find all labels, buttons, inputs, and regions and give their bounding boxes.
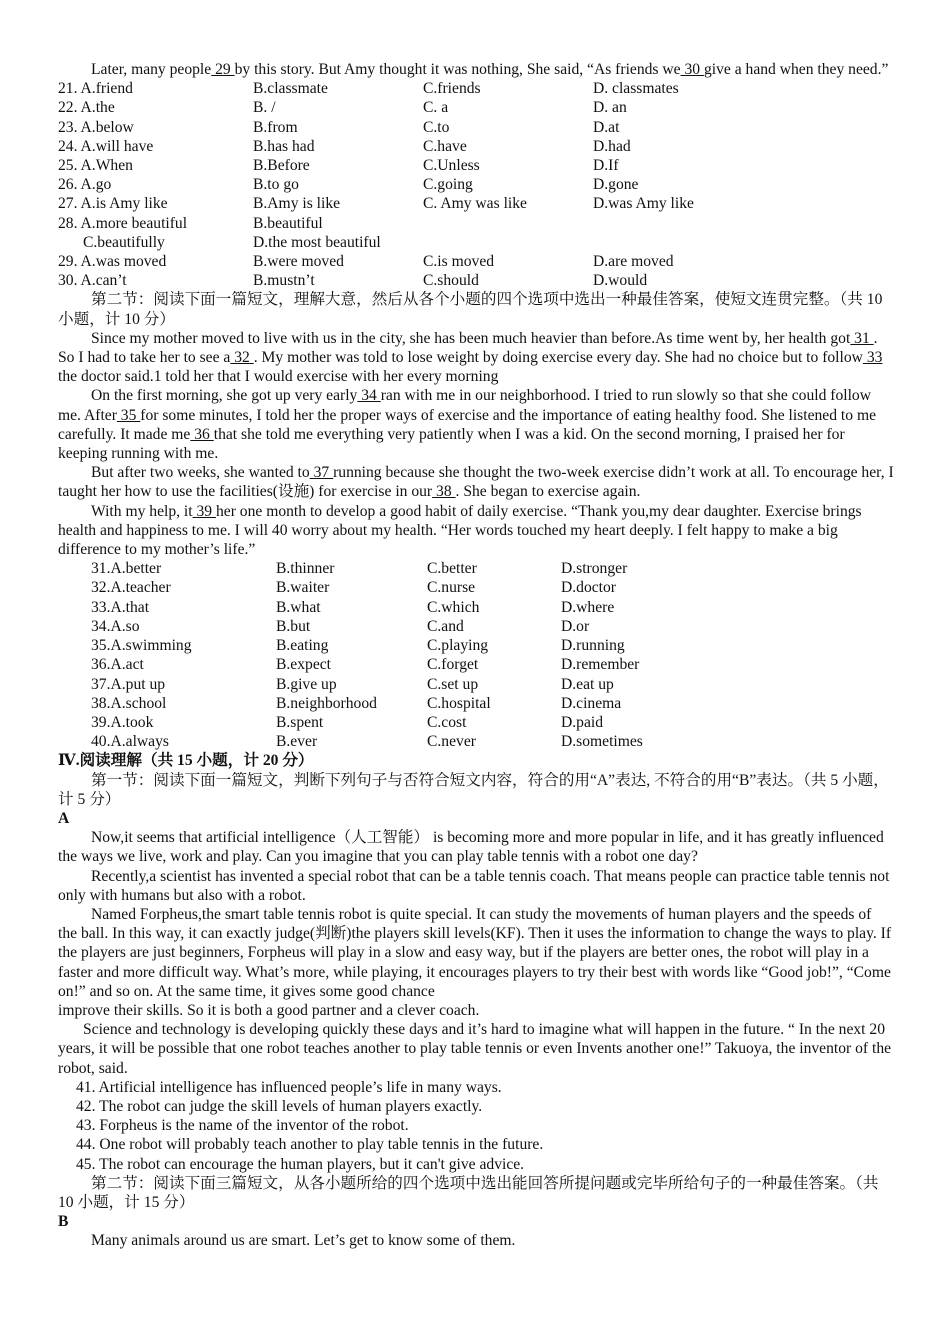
question-43: 43. Forpheus is the name of the inventor of the robot. xyxy=(76,1117,409,1135)
cloze2-paragraph-2: On the first morning, she got up very early 34 ran with me in our neighborhood. I tried to run slowly so that she could follow me. After 35 for some minutes, I told her the proper ways of exercise and the importance of eating healthy food. She listened to me carefully. It made me 36 that she told me everything very patiently when I was a kid. On the second morning, I praised her for keeping running with me. xyxy=(58,387,876,463)
option-row: 31.A.better B.thinner C.better D.stronger xyxy=(91,560,628,578)
blank-35: 35 xyxy=(116,406,141,424)
option-row: 23. A.below B.from C.to D.at xyxy=(58,118,620,136)
cloze2-paragraph-3: But after two weeks, she wanted to 37 running because she thought the two-week exercise didn’t work at all. To encourage her, I taught her how to use the facilities(设施) for exercise in our 38 . She began to exercise again. xyxy=(58,464,894,501)
blank-36: 36 xyxy=(190,425,214,443)
blank-31: 31 xyxy=(850,329,874,347)
true-false-questions xyxy=(58,1078,894,1174)
cloze2-paragraph-1: Since my mother moved to live with us in the city, she has been much heavier than before.As time went by, her health got 31 . So I had to take her to see a 32 . My mother was told to lose weight by doing exercise every day. She had no choice but to follow 33 the doctor said.1 told her that I would exercise with her every morning xyxy=(58,329,883,386)
blank-38: 38 xyxy=(432,483,456,501)
question-44: 44. One robot will probably teach another to play table tennis in the future. xyxy=(76,1136,544,1154)
blank-32: 32 xyxy=(230,349,254,367)
exam-page xyxy=(58,60,894,1251)
blank-30: 30 xyxy=(680,61,704,78)
part4-section1-instructions: 第一节：阅读下面一篇短文，判断下列句子与否符合短文内容，符合的用“A”表达, 不符合的用“B”表达。（共 5 小题，计 5 分） xyxy=(58,771,889,808)
option-row: 33.A.that B.what C.which D.where xyxy=(91,598,615,616)
options-21-27 xyxy=(58,79,894,290)
option-row: 36.A.act B.expect C.forget D.remember xyxy=(91,656,640,674)
option-row-28-cont: C.beautifully D.the most beautiful xyxy=(83,233,381,251)
option-row: 25. A.When B.Before C.Unless D.If xyxy=(58,157,619,175)
question-41: 41. Artificial intelligence has influenced people’s life in many ways. xyxy=(76,1078,502,1096)
option-row: 22. A.the B. / C. a D. an xyxy=(58,99,627,117)
question-45: 45. The robot can encourage the human players, but it can't give advice. xyxy=(76,1155,525,1173)
section2-instructions: 第二节：阅读下面一篇短文，理解大意，然后从各个小题的四个选项中选出一种最佳答案，使短文连贯完整。（共 10 小题，计 10 分） xyxy=(58,291,883,328)
cloze1-ending: Later, many people 29 by this story. But Amy thought it was nothing, She said, “As friends we 30 give a hand when they need.” xyxy=(91,61,889,78)
option-row: 40.A.always B.ever C.never D.sometimes xyxy=(91,733,643,751)
option-row: 21. A.friend B.classmate C.friends D. classmates xyxy=(58,80,679,98)
option-row: 37.A.put up B.give up C.set up D.eat up xyxy=(91,675,614,693)
options-31-40 xyxy=(58,559,894,751)
option-row: 34.A.so B.but C.and D.or xyxy=(91,617,590,635)
part4-section2-instructions: 第二节：阅读下面三篇短文，从各小题所给的四个选项中选出能回答所提问题或完毕所给句子的一种最佳答案。（共 10 小题，计 15 分） xyxy=(58,1174,879,1211)
option-row: 32.A.teacher B.waiter C.nurse D.doctor xyxy=(91,579,616,597)
option-row: 30. A.can’t B.mustn’t C.should D.would xyxy=(58,272,648,290)
passage-a-paragraph: Recently,a scientist has invented a special robot that can be a table tennis coach. That means people can practice table tennis not only with humans but also with a robot. xyxy=(58,867,890,904)
option-row-28: 28. A.more beautiful B.beautiful xyxy=(58,214,323,232)
blank-39: 39 xyxy=(192,502,216,520)
passage-b-label: B xyxy=(58,1213,69,1231)
option-row: 24. A.will have B.has had C.have D.had xyxy=(58,137,631,155)
option-row: 29. A.was moved B.were moved C.is moved D.are moved xyxy=(58,253,674,271)
option-row: 27. A.is Amy like B.Amy is like C. Amy was like D.was Amy like xyxy=(58,195,694,213)
blank-37: 37 xyxy=(309,464,334,482)
passage-a-paragraph: Now,it seems that artificial intelligence（人工智能） is becoming more and more popular in life, and it has greatly influenced the ways we live, work and play. Can you imagine that you can play table tennis with a robot one day? xyxy=(58,829,884,866)
passage-a-paragraph: Science and technology is developing quickly these days and it’s hard to imagine what will happen in the future. “ In the next 20 years, it will be possible that one robot teaches another to play table tennis or even Invents another one!” Takuoya, the inventor of the robot, said. xyxy=(58,1021,892,1077)
cloze2-paragraph-4: With my help, it 39 her one month to develop a good habit of daily exercise. “Thank you,my dear daughter. Exercise brings health and happiness to me. I will 40 worry about my health. “Her words touched my heart deeply. I felt happy to make a big difference to my mother’s life.” xyxy=(58,502,862,559)
option-row: 26. A.go B.to go C.going D.gone xyxy=(58,176,639,194)
option-row: 39.A.took B.spent C.cost D.paid xyxy=(91,713,604,731)
blank-34: 34 xyxy=(357,387,381,405)
question-42: 42. The robot can judge the skill levels of human players exactly. xyxy=(76,1097,483,1115)
option-row: 38.A.school B.neighborhood C.hospital D.cinema xyxy=(91,694,622,712)
blank-33: 33 xyxy=(862,349,883,367)
passage-b-paragraph: Many animals around us are smart. Let’s get to know some of them. xyxy=(91,1232,516,1250)
option-row: 35.A.swimming B.eating C.playing D.running xyxy=(91,637,625,655)
passage-a-paragraph: improve their skills. So it is both a good partner and a clever coach. xyxy=(58,1001,480,1019)
passage-a-label: A xyxy=(58,809,70,827)
blank-29: 29 xyxy=(211,61,235,78)
part4-heading: Ⅳ.阅读理解（共 15 小题，计 20 分） xyxy=(58,752,314,770)
passage-a-paragraph: Named Forpheus,the smart table tennis robot is quite special. It can study the movements of human players and the speeds of the ball. In this way, it can exactly judge(判断)the players skill levels(KF). Then it uses the information to change the ways to play. If the players are just beginners, Forpheus will play in a slow and easy way, but if the players are better ones, the robot will play in a faster and more difficult way. What’s more, while playing, it encourages players to try their best with words like “Good job!”, “Come on!” and so on. At the same time, it gives some good chance xyxy=(58,905,892,1000)
